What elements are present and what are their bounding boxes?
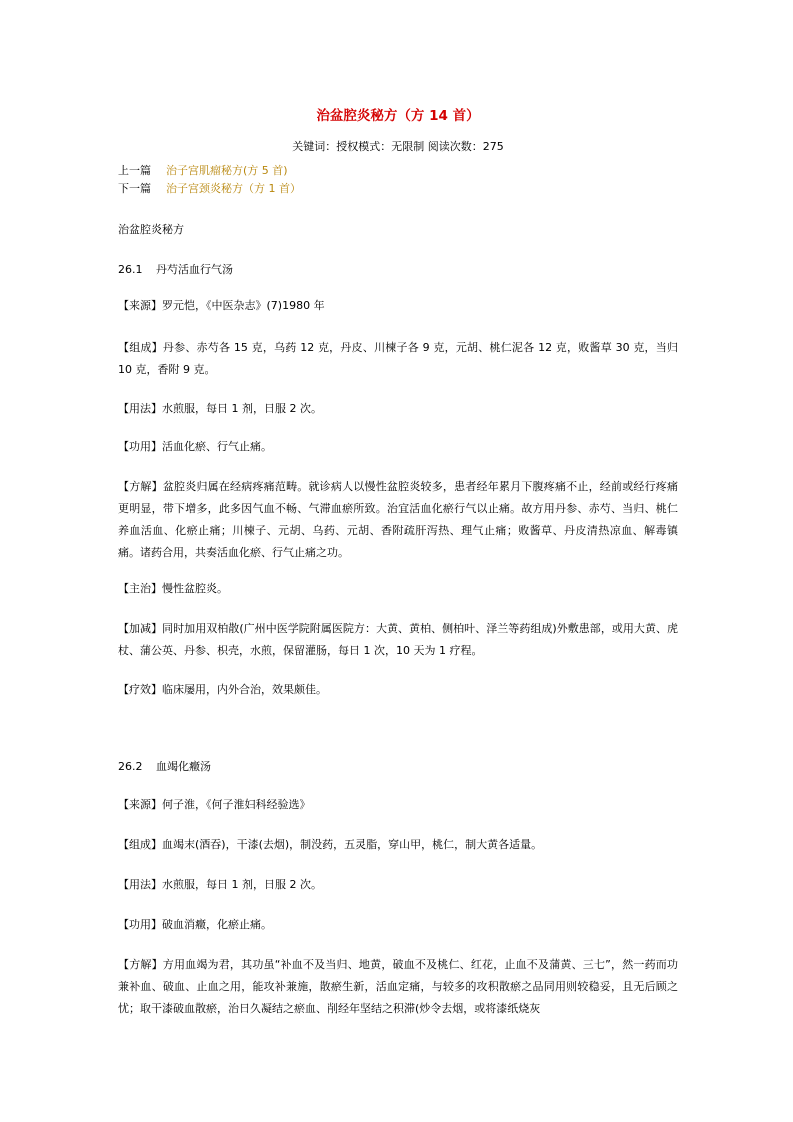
recipe-item-source — [118, 295, 678, 317]
item-tag: 【组成】 — [118, 341, 163, 354]
item-text: 破血消癥，化瘀止痛。 — [162, 918, 272, 931]
item-text: 丹参、赤芍各 15 克，乌药 12 克，丹皮、川楝子各 9 克，元胡、桃仁泥各 12 克，败酱草 30 克，当归 10 克，香附 9 克。 — [118, 341, 679, 376]
recipe-item-function — [118, 436, 678, 458]
recipe-item-efficacy — [118, 679, 678, 701]
recipe-item-usage — [118, 874, 678, 896]
next-article-nav — [118, 181, 301, 197]
section-heading: 治盆腔炎秘方 — [118, 223, 184, 236]
recipe-item-usage — [118, 398, 678, 420]
item-text: 临床屡用，内外合治，效果颇佳。 — [162, 683, 327, 696]
recipe-item-source — [118, 794, 678, 816]
item-tag: 【主治】 — [118, 582, 162, 595]
item-tag: 【功用】 — [118, 440, 162, 453]
item-tag: 【来源】 — [118, 299, 162, 312]
recipe-item-explanation — [118, 954, 678, 1020]
item-tag: 【用法】 — [118, 878, 162, 891]
item-text: 何子淮，《何子淮妇科经验选》 — [162, 798, 311, 811]
item-tag: 【方解】 — [118, 958, 163, 971]
item-text: 罗元恺，《中医杂志》(7)1980 年 — [162, 299, 325, 312]
item-text: 方用血竭为君，其功虽“补血不及当归、地黄，破血不及桃仁、红花，止血不及蒲黄、三七”，然一药而功兼补血、破血、止血之用，能攻补兼施，散瘀生新，活血定痛，与较多的攻积散瘀之品同用则较稳妥，且无后顾之忧；取干漆破血散瘀，治日久凝结之瘀血、削经年坚结之积滞(炒令去烟，或将漆纸烧灰 — [118, 958, 679, 1015]
recipe-item-explanation — [118, 476, 678, 564]
item-tag: 【加减】 — [118, 622, 163, 635]
recipe-item-indication — [118, 578, 678, 600]
item-tag: 【方解】 — [118, 480, 163, 493]
recipe-number: 26.1 — [118, 263, 143, 276]
item-tag: 【来源】 — [118, 798, 162, 811]
recipe-item-composition — [118, 834, 678, 856]
recipe-name: 丹芍活血行气汤 — [156, 263, 233, 276]
item-text: 慢性盆腔炎。 — [162, 582, 228, 595]
article-meta: 关键词：授权模式：无限制 阅读次数：275 — [292, 140, 504, 153]
item-text: 活血化瘀、行气止痛。 — [162, 440, 272, 453]
item-text: 血竭末(酒吞)，干漆(去烟)，制没药，五灵脂，穿山甲，桃仁，制大黄各适量。 — [162, 838, 543, 851]
recipe-heading — [118, 262, 233, 278]
item-tag: 【功用】 — [118, 918, 162, 931]
recipe-item-modification — [118, 618, 678, 662]
recipe-item-composition — [118, 337, 678, 381]
prev-article-nav — [118, 163, 288, 179]
item-text: 水煎服，每日 1 剂，日服 2 次。 — [162, 878, 322, 891]
item-text: 盆腔炎归属在经病疼痛范畴。就诊病人以慢性盆腔炎较多，患者经年累月下腹疼痛不止，经前或经行疼痛更明显，带下增多，此多因气血不畅、气滞血瘀所致。治宜活血化瘀行气以止痛。故方用丹参、赤芍、当归、桃仁养血活血、化瘀止痛；川楝子、元胡、乌药、元胡、香附疏肝泻热、理气止痛；败酱草、丹皮清热凉血、解毒镇痛。诸药合用，共奏活血化瘀、行气止痛之功。 — [118, 480, 679, 559]
item-tag: 【用法】 — [118, 402, 162, 415]
prev-label: 上一篇 — [118, 164, 151, 177]
recipe-heading — [118, 759, 211, 775]
item-text: 同时加用双柏散(广州中医学院附属医院方：大黄、黄柏、侧柏叶、泽兰等药组成)外敷患部，或用大黄、虎杖、蒲公英、丹参、枳壳，水煎，保留灌肠，每日 1 次，10 天为 1 疗程。 — [118, 622, 679, 657]
prev-article-link[interactable]: 治子宫肌瘤秘方(方 5 首) — [166, 164, 288, 177]
next-article-link[interactable]: 治子宫颈炎秘方（方 1 首） — [166, 182, 301, 195]
recipe-name: 血竭化癥汤 — [156, 760, 211, 773]
page-title: 治盆腔炎秘方（方 14 首） — [316, 108, 480, 124]
recipe-number: 26.2 — [118, 760, 143, 773]
item-text: 水煎服，每日 1 剂，日服 2 次。 — [162, 402, 322, 415]
next-label: 下一篇 — [118, 182, 151, 195]
item-tag: 【疗效】 — [118, 683, 162, 696]
recipe-item-function — [118, 914, 678, 936]
item-tag: 【组成】 — [118, 838, 162, 851]
